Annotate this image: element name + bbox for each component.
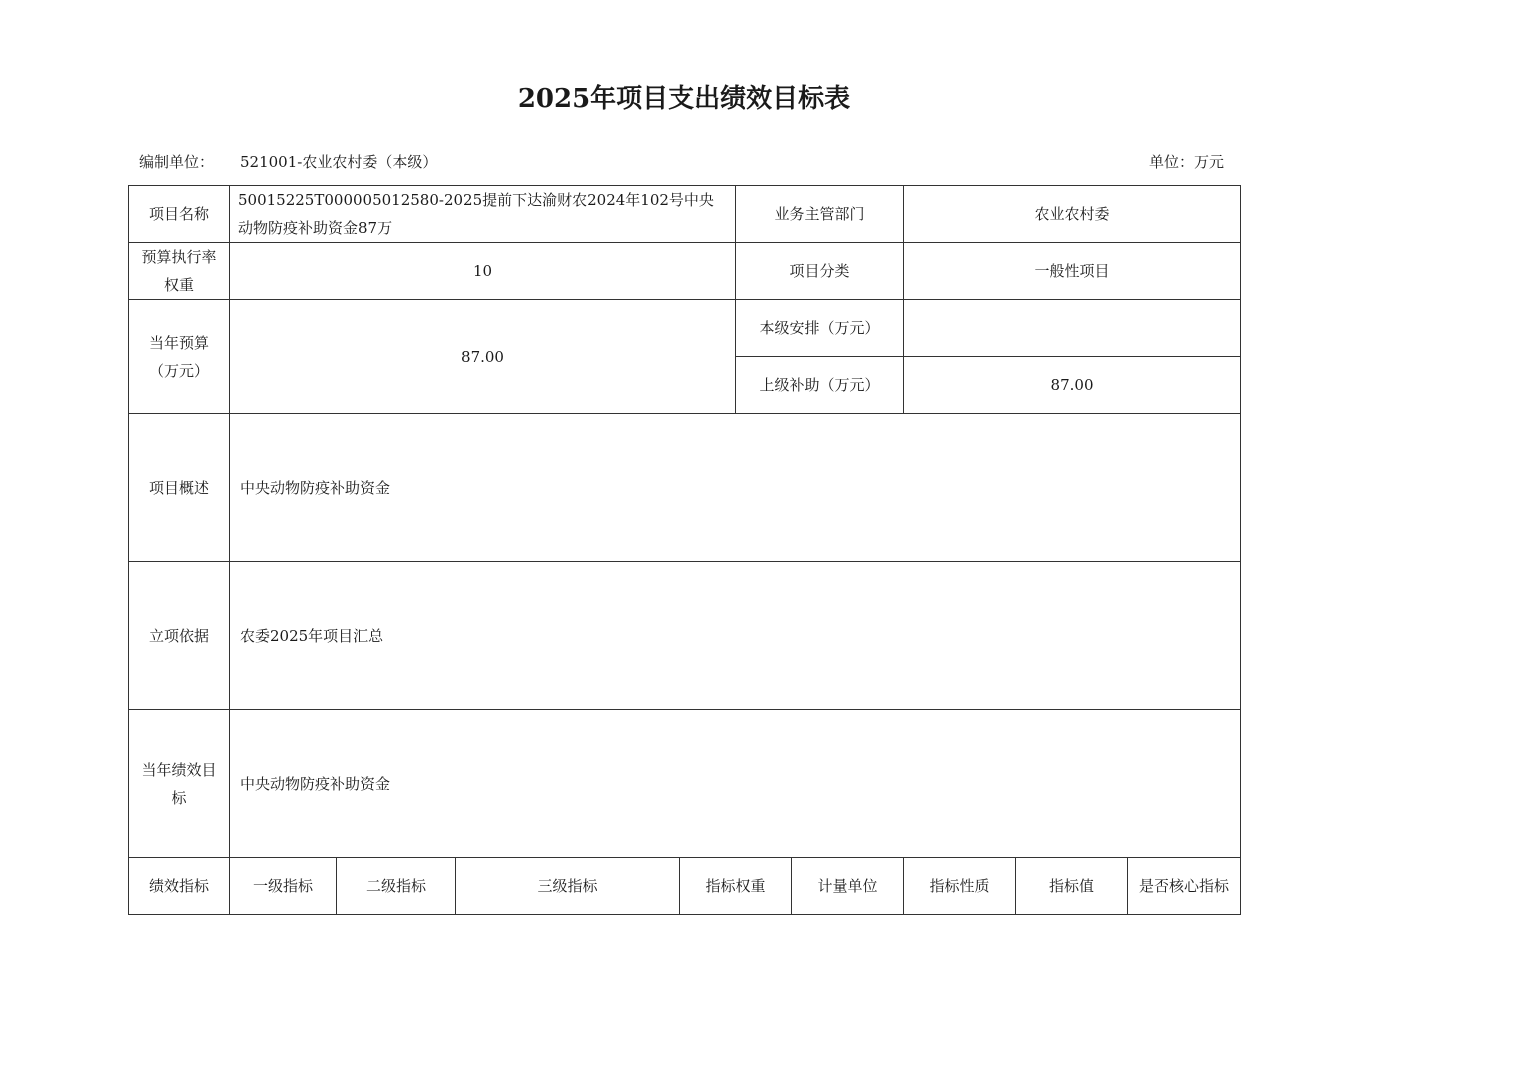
- unit-label: 单位：万元: [1149, 153, 1225, 171]
- org-value: 521001-农业农村委（本级）: [240, 153, 438, 171]
- exec-rate-label: 预算执行率权重: [129, 243, 230, 300]
- table-row-goal: [129, 710, 1241, 858]
- budget-label: 当年预算（万元）: [129, 300, 230, 414]
- table-row-indicators: [129, 858, 1241, 915]
- budget-value: 87.00: [230, 300, 736, 414]
- indicator-header-nature: 指标性质: [904, 858, 1016, 915]
- indicator-header-level2: 二级指标: [337, 858, 456, 915]
- overview-label: 项目概述: [129, 414, 230, 562]
- local-value: [904, 300, 1241, 357]
- overview-value: 中央动物防疫补助资金: [230, 414, 1241, 562]
- goal-label: 当年绩效目标: [129, 710, 230, 858]
- indicator-header-level1: 一级指标: [230, 858, 337, 915]
- exec-rate-value: 10: [230, 243, 736, 300]
- indicators-label: 绩效指标: [129, 858, 230, 915]
- indicator-header-core: 是否核心指标: [1128, 858, 1241, 915]
- table-row-basis: [129, 562, 1241, 710]
- basis-value: 农委2025年项目汇总: [230, 562, 1241, 710]
- table-row-exec-rate: [129, 243, 1241, 300]
- dept-value: 农业农村委: [904, 186, 1241, 243]
- indicator-header-unit: 计量单位: [792, 858, 904, 915]
- org-label: 编制单位：: [139, 153, 215, 171]
- performance-target-table: [128, 185, 1241, 915]
- table-row-budget-local: [129, 300, 1241, 357]
- category-value: 一般性项目: [904, 243, 1241, 300]
- goal-value: 中央动物防疫补助资金: [230, 710, 1241, 858]
- table-row-project-name: [129, 186, 1241, 243]
- upper-value: 87.00: [904, 357, 1241, 414]
- indicator-header-level3: 三级指标: [456, 858, 680, 915]
- table-row-overview: [129, 414, 1241, 562]
- page-title: 2025年项目支出绩效目标表: [517, 84, 851, 114]
- project-name-label: 项目名称: [129, 186, 230, 243]
- dept-label: 业务主管部门: [736, 186, 904, 243]
- upper-label: 上级补助（万元）: [736, 357, 904, 414]
- indicator-header-weight: 指标权重: [680, 858, 792, 915]
- local-label: 本级安排（万元）: [736, 300, 904, 357]
- indicator-header-value: 指标值: [1016, 858, 1128, 915]
- basis-label: 立项依据: [129, 562, 230, 710]
- category-label: 项目分类: [736, 243, 904, 300]
- project-name-value: 50015225T000005012580-2025提前下达渝财农2024年102号中央动物防疫补助资金87万: [230, 186, 736, 243]
